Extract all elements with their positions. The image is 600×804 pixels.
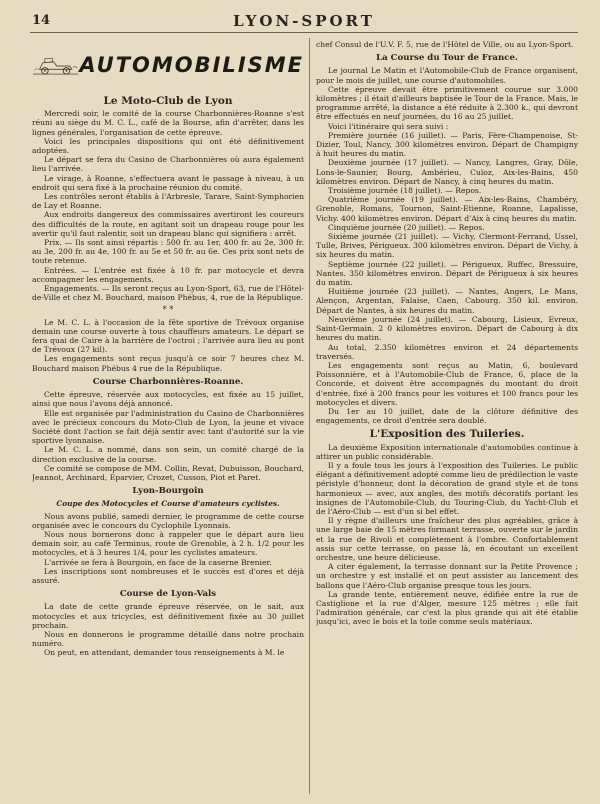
paragraph: Les engagements sont reçus jusqu'à ce soir 7 heures chez M. Bouchard maison Phébus 4 rue de la République. (32, 354, 304, 373)
paragraph: Première journée (16 juillet). — Paris, Fère-Champenoise, St-Dizier, Toul, Nancy, 300 kilomètres environ. Départ de Champigny à huit heures du matin. (316, 130, 578, 159)
paragraph: Les engagements sont reçus au Matin, 6, boulevard Poissonnière, et à l'Automobile-Club de France, 6, place de la Concorde, et doivent être accompagnés du montant du droit d'entrée, fixé à 200 francs pour les voitures et 100 francs pour les motocycles et divers. (316, 360, 578, 407)
page-header (30, 10, 578, 33)
paragraph: Du 1er au 10 juillet, date de la clôture définitive des engagements, ce droit d'entrée sera doublé. (316, 406, 578, 426)
paragraph: Entrées. — L'entrée est fixée à 10 fr. par motocycle et devra accompagner les engagements. (32, 265, 304, 284)
paragraph: Aux endroits dangereux des commissaires avertiront les coureurs des difficultés de la route, en agitant soit un drapeau rouge pour les avertir qu'il faut ralentir, soit un drapeau blanc qui signifiera : arrêt. (32, 210, 304, 238)
paragraph: Le M. C. L. a nommé, dans son sein, un comité chargé de la direction exclusive de la course. (32, 445, 304, 464)
paragraph: Nous nous bornerons donc à rappeler que le départ aura lieu demain soir, au café Terminus, route de Grenoble, à 2 h. 1/2 pour les motocycles, et à 3 heures 1/4, pour les cyclistes amateurs. (32, 529, 304, 558)
paragraph: L'arrivée se fera à Bourgoin, en face de la caserne Brenier. (44, 557, 272, 567)
section-separator: * * (162, 305, 174, 315)
paragraph: Huitième journée (23 juillet). — Nantes, Angers, Le Mans, Alençon, Argentan, Falaise, Caen, Cabourg. 350 kil. environ. Départ de Nantes, à six heures du matin. (316, 287, 578, 315)
vintage-car-icon (32, 44, 79, 88)
paragraph: Quatrième journée (19 juillet). — Aix-les-Bains, Chambéry, Grenoble, Romans, Tournon, Saint-Etienne, Roanne, Lapalisse, Vichy. 400 kilomètres environ. Départ d'Aix à cinq heures du matin. (316, 195, 578, 223)
paragraph: A citer également, la terrasse donnant sur la Petite Provence ; un orchestre y est installé et on peut assister au lancement des ballons que l'Aéro-Club organise presque tous les jours. (316, 562, 578, 590)
paragraph: Neuvième journée (24 juillet). — Cabourg, Lisieux, Evreux, Saint-Germain. 2 0 kilomètres environ. Départ de Cabourg à dix heures du matin. (316, 314, 578, 343)
vals-title: Course de Lyon-Vals (119, 589, 217, 600)
paragraph: Voici les principales dispositions qui ont été définitivement adoptées. (32, 136, 304, 156)
paragraph: Le départ se fera du Casino de Charbonnières où aura également lieu l'arrivée. (32, 155, 304, 174)
masthead: LYON-SPORT (233, 12, 375, 30)
paragraph: Il y règne d'ailleurs une fraîcheur des plus agréables, grâce à une large baie de 15 mètres formant terrasse, ouverte sur le jardin et la rue de Rivoli et complètement à l'ombre. Confortablement assis sur cette terrasse, on passe là, en écoutant un excellent orchestre, une heure délicieuse. (316, 516, 578, 562)
paragraph: La deuxième Exposition internationale d'automobiles continue à attirer un public considérable. (316, 442, 578, 461)
bourgoin-subtitle: Coupe des Motocycles et Course d'amateurs cyclistes. (56, 499, 280, 509)
paragraph: Engagements. — Ils seront reçus au Lyon-Sport, 63, rue de l'Hôtel-de-Ville et chez M. Bouchard, maison Phébus, 4, rue de la République. (32, 284, 304, 303)
paragraph: Nous en donnerons le programme détaillé dans notre prochain numéro. (32, 629, 304, 649)
automobilisme-banner (32, 40, 304, 92)
page-number: 14 (32, 13, 51, 28)
paragraph: Les contrôles seront établis à l'Arbresle, Tarare, Saint-Symphorien de Lay et Roanne. (32, 192, 304, 211)
paragraph: On peut, en attendant, demander tous renseignements à M. le (44, 648, 285, 658)
paragraph: Prix. — Ils sont ainsi répartis : 500 fr. au 1er, 400 fr. au 2e, 300 fr. au 3e, 200 fr. au 4e, 100 fr. au 5e et 50 fr. au 6e. Ces prix sont nets de toute retenue. (32, 238, 304, 266)
paragraph: Le M. C. L. à l'occasion de la fête sportive de Trévoux organise demain une course ouverte à tous chauffeurs amateurs. Le départ se fera quai de Caire à la barrière de l'octroi ; l'arrivée aura lieu au pont de Trévoux (27 kil). (32, 317, 304, 355)
paragraph: Cinquième journée (20 juillet). — Repos. (328, 222, 485, 232)
paragraph: Elle est organisée par l'administration du Casino de Charbonnières avec le précieux concours du Moto-Club de Lyon, la jeune et vivace Société dont l'action se fait déjà sentir avec tant d'autorité sur la vie sportive lyonnaise. (32, 408, 304, 446)
left-column (32, 40, 304, 796)
paragraph: Le journal Le Matin et l'Automobile-Club de France organisent, pour le mois de juillet, une course d'automobiles. (316, 66, 578, 85)
paragraph: Au total, 2.350 kilomètres environ et 24 départements traversés. (316, 342, 578, 361)
paragraph: Ce comité se compose de MM. Collin, Revat, Dubuisson, Bouchard, Jeannot, Archinard, Eparvier, Crozet, Cusson, Piot et Paret. (32, 463, 304, 482)
paragraph: Cette épreuve devait être primitivement courue sur 3.000 kilomètres ; il était d'ailleurs baptisée le Tour de la France. Mais, le programme arrêté, la distance a été réduite à 2.300 k., qui devront être effectués en neuf journées, du 16 au 25 juillet. (316, 84, 578, 122)
charbonnieres-title: Course Charbonnières-Roanne. (92, 376, 244, 387)
paragraph: Il y a foule tous les jours à l'exposition des Tuileries. Le public élégant a définitivement adopté comme lieu de prédilection le vaste péristyle d'honneur, dont la décoration de grand style et de tons harmonieux — avec, aux angles, des motifs décoratifs portant les insignes de l'Automobile-Club, du Touring-Club, du Yacht-Club et de l'Aéro-Club — est d'un si bel effet. (316, 460, 578, 516)
moto-club-title: Le Moto-Club de Lyon (103, 95, 233, 107)
paragraph: chef Consul de l'U.V. F. 5, rue de l'Hôtel de Ville, ou au Lyon-Sport. (316, 40, 574, 49)
paragraph: La date de cette grande épreuve réservée, on le sait, aux motocycles et aux tricycles, est définitivement fixée au 30 juillet prochain. (32, 602, 304, 630)
column-divider (309, 38, 310, 794)
paragraph: Le virage, à Roanne, s'effectuera avant le passage à niveau, à un endroit qui sera fixé à la prochaine réunion du comité. (32, 173, 304, 192)
paragraph: Septième journée (22 juillet). — Périgueux, Ruffec, Bressuire, Nantes. 350 kilomètres environ. Départ de Périgueux à six heures du matin. (316, 259, 578, 288)
section-banner-title: AUTOMOBILISME (79, 53, 304, 78)
paragraph: Troisième journée (18 juillet). — Repos. (328, 186, 482, 196)
paragraph: Sixième journée (21 juillet). — Vichy, Clermont-Ferrand, Ussel, Tulle, Brives, Périgueux. 300 kilomètres environ. Départ de Vichy, à six heures du matin. (316, 232, 578, 260)
tour-de-france-title: La Course du Tour de France. (376, 53, 518, 64)
tuileries-title: L'Exposition des Tuileries. (369, 428, 525, 441)
paragraph: Nous avons publié, samedi dernier, le programme de cette course organisée avec le concours du Cyclophile Lyonnais. (32, 511, 304, 530)
paragraph: Voici l'itinéraire qui sera suivi : (328, 121, 449, 131)
paragraph: La grande tente, entièrement neuve, édifiée entre la rue de Castiglione et la rue d'Alger, mesure 125 mètres ; elle fait l'admiration générale, car c'est la plus grande qui ait été établie jusqu'ici, avec le bois et la toile comme seuls matériaux. (316, 589, 578, 627)
paragraph: Cette épreuve, réservée aux motocycles, est fixée au 15 juillet, ainsi que nous l'avons déjà annoncé. (32, 390, 304, 409)
bourgoin-title: Lyon-Bourgoin (132, 486, 204, 497)
right-column (316, 40, 578, 796)
paragraph: Deuxième journée (17 juillet). — Nancy, Langres, Gray, Dôle, Lons-le-Saunier, Bourg, Ambérieu, Culoz, Aix-les-Bains, 450 kilomètres environ. Départ de Nancy, à cinq heures du matin. (316, 158, 578, 186)
paragraph: Les inscriptions sont nombreuses et le succès est d'ores et déjà assuré. (32, 566, 304, 585)
paragraph: Mercredi soir, le comité de la course Charbonnières-Roanne s'est réuni au siège du M. C. L., café de la Bourse, afin d'arrêter, dans les lignes générales, l'organisation de cette épreuve. (32, 109, 304, 137)
